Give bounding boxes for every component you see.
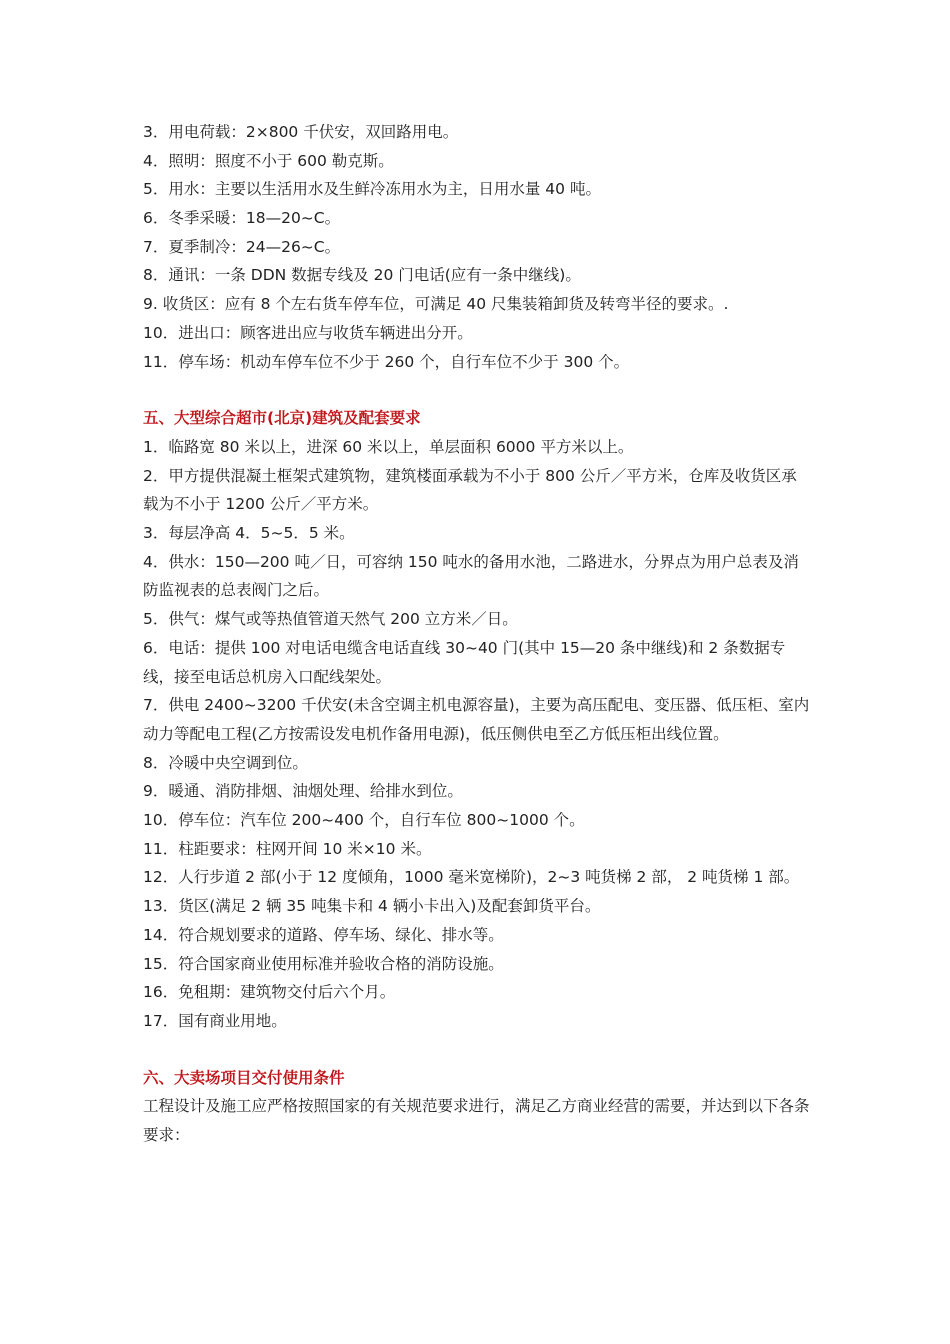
list-item: 10．停车位：汽车位 200~400 个，自行车位 800~1000 个。: [143, 811, 585, 830]
list-item: 5．用水：主要以生活用水及生鲜冷冻用水为主，日用水量 40 吨。: [143, 180, 601, 199]
list-item: 8．冷暖中央空调到位。: [143, 753, 308, 772]
list-item: 1．临路宽 80 米以上，进深 60 米以上，单层面积 6000 平方米以上。: [143, 437, 634, 456]
list-item: 15．符合国家商业使用标准并验收合格的消防设施。: [143, 954, 504, 973]
section-spacer: [143, 376, 811, 404]
list-item: 2．甲方提供混凝土框架式建筑物，建筑楼面承载为不小于 800 公斤／平方米，仓库及收货区承载为不小于 1200 公斤／平方米。: [143, 466, 797, 514]
section5-heading: 五、大型综合超市(北京)建筑及配套要求: [143, 409, 421, 428]
list-item: 11．停车场：机动车停车位不少于 260 个，自行车位不少于 300 个。: [143, 352, 630, 371]
section6-intro: 工程设计及施工应严格按照国家的有关规范要求进行，满足乙方商业经营的需要，并达到以下各条要求：: [143, 1097, 810, 1145]
list-item: 14．符合规划要求的道路、停车场、绿化、排水等。: [143, 925, 504, 944]
list-item: 9．暖通、消防排烟、油烟处理、给排水到位。: [143, 782, 463, 801]
section5-list: [143, 433, 811, 1036]
document-body: [143, 118, 811, 1150]
list-item: 12．人行步道 2 部(小于 12 度倾角，1000 毫米宽梯阶)，2~3 吨货梯 2 部， 2 吨货梯 1 部。: [143, 868, 800, 887]
list-item: 9. 收货区：应有 8 个左右货车停车位，可满足 40 尺集装箱卸货及转弯半径的要求。.: [143, 295, 729, 314]
list-item: 17．国有商业用地。: [143, 1011, 287, 1030]
list-item: 7．夏季制冷：24—26~C。: [143, 237, 341, 256]
list-item: 11．柱距要求：柱网开间 10 米×10 米。: [143, 839, 432, 858]
list-item: 3．每层净高 4．5~5．5 米。: [143, 524, 355, 542]
section4-list: [143, 118, 811, 376]
list-item: 3．用电荷载：2×800 千伏安，双回路用电。: [143, 123, 459, 141]
list-item: 16．免租期：建筑物交付后六个月。: [143, 983, 396, 1002]
list-item: 5．供气：煤气或等热值管道天然气 200 立方米／日。: [143, 610, 518, 629]
list-item: 4．照明：照度不小于 600 勒克斯。: [143, 151, 394, 170]
list-item: 10．进出口：顾客进出应与收货车辆进出分开。: [143, 323, 473, 342]
list-item: 6．电话：提供 100 对电话电缆含电话直线 30~40 门(其中 15—20 条中继线)和 2 条数据专线，接至电话总机房入口配线架处。: [143, 638, 786, 686]
list-item: 13．货区(满足 2 辆 35 吨集卡和 4 辆小卡出入)及配套卸货平台。: [143, 897, 601, 916]
section-spacer: [143, 1036, 811, 1064]
list-item: 4．供水：150—200 吨／日，可容纳 150 吨水的备用水池，二路进水，分界点为用户总表及消防监视表的总表阀门之后。: [143, 552, 799, 600]
list-item: 7．供电 2400~3200 千伏安(未含空调主机电源容量)，主要为高压配电、变压器、低压柜、室内动力等配电工程(乙方按需设发电机作备用电源)，低压侧供电至乙方低压柜出线位置。: [143, 696, 810, 743]
list-item: 6．冬季采暖：18—20~C。: [143, 209, 341, 228]
list-item: 8．通讯：一条 DDN 数据专线及 20 门电话(应有一条中继线)。: [143, 266, 581, 285]
section6-heading: 六、大卖场项目交付使用条件: [143, 1068, 345, 1087]
